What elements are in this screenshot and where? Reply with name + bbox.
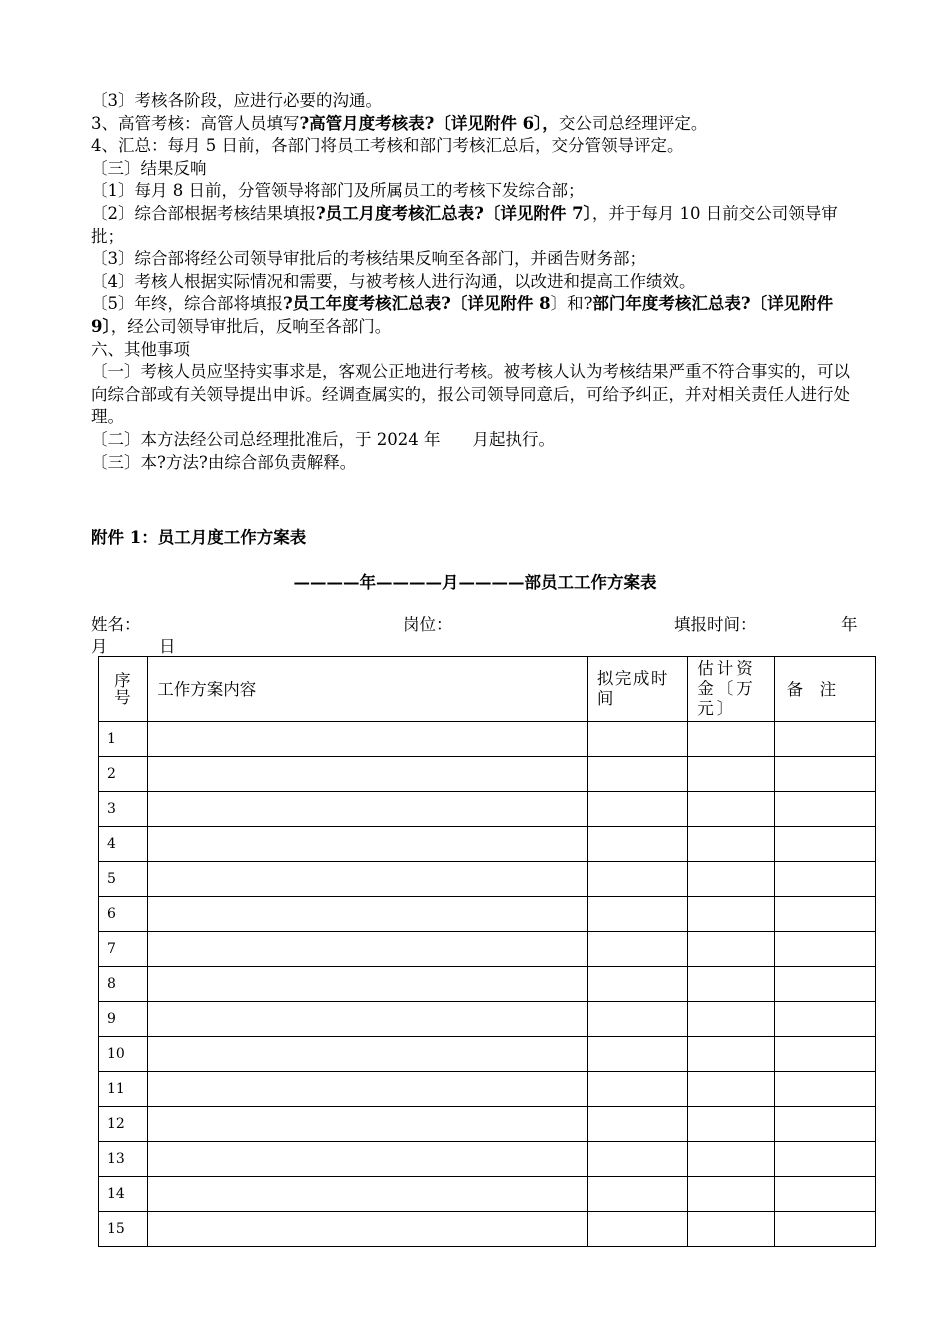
form-title: ————年————月————部员工工作方案表 bbox=[293, 573, 657, 592]
completion-time-cell[interactable] bbox=[587, 827, 687, 862]
completion-time-cell[interactable] bbox=[587, 1107, 687, 1142]
row-number: 13 bbox=[99, 1142, 148, 1177]
plan-content-cell[interactable] bbox=[148, 1072, 588, 1107]
note-cell[interactable] bbox=[774, 1107, 875, 1142]
body-text bbox=[91, 90, 863, 474]
note-cell[interactable] bbox=[774, 932, 875, 967]
text-run: 〔3〕考核各阶段，应进行必要的沟通。 bbox=[91, 91, 382, 110]
note-cell[interactable] bbox=[774, 897, 875, 932]
completion-time-cell[interactable] bbox=[587, 722, 687, 757]
date-label: 填报时间： bbox=[674, 615, 757, 634]
note-cell[interactable] bbox=[774, 722, 875, 757]
text-run: 〔二〕本方法经公司总经理批准后，于 2024 年 bbox=[91, 429, 441, 449]
note-cell[interactable] bbox=[774, 1212, 875, 1247]
plan-content-cell[interactable] bbox=[148, 1142, 588, 1177]
text-run: ，经公司领导审批后，反响至各部门。 bbox=[110, 316, 392, 336]
text-run: 〔2〕综合部根据考核结果填报 bbox=[91, 203, 316, 223]
plan-content-cell[interactable] bbox=[148, 1212, 588, 1247]
fund-cell[interactable] bbox=[688, 1037, 774, 1072]
work-plan-table bbox=[98, 656, 876, 1247]
name-label: 姓名： bbox=[91, 615, 141, 634]
table-row bbox=[99, 722, 876, 757]
day-label: 日 bbox=[159, 637, 176, 656]
bold-run: 部门年度考核汇总表?〔详见附件 9〕 bbox=[91, 294, 834, 336]
header-no: 序号 bbox=[99, 657, 148, 722]
form-meta bbox=[91, 614, 863, 658]
fund-cell[interactable] bbox=[688, 1107, 774, 1142]
attachment-heading: 附件 1：员工月度工作方案表 bbox=[91, 528, 307, 547]
bold-run: ?员工月度考核汇总表?〔详见附件 7〕 bbox=[316, 203, 592, 223]
text-run: 〕和? bbox=[550, 294, 593, 314]
plan-content-cell[interactable] bbox=[148, 1107, 588, 1142]
plan-content-cell[interactable] bbox=[148, 897, 588, 932]
row-number: 10 bbox=[99, 1037, 148, 1072]
table-row bbox=[99, 1107, 876, 1142]
row-number: 8 bbox=[99, 967, 148, 1002]
table-row bbox=[99, 757, 876, 792]
fund-cell[interactable] bbox=[688, 1212, 774, 1247]
plan-content-cell[interactable] bbox=[148, 827, 588, 862]
paragraph bbox=[91, 429, 863, 452]
row-number: 11 bbox=[99, 1072, 148, 1107]
paragraph bbox=[91, 271, 863, 294]
completion-time-cell[interactable] bbox=[587, 792, 687, 827]
text-run: 〔3〕综合部将经公司领导审批后的考核结果反响至各部门，并函告财务部； bbox=[91, 249, 646, 269]
table-row bbox=[99, 792, 876, 827]
table-row bbox=[99, 897, 876, 932]
table-row bbox=[99, 1177, 876, 1212]
note-cell[interactable] bbox=[774, 1142, 875, 1177]
plan-content-cell[interactable] bbox=[148, 1037, 588, 1072]
completion-time-cell[interactable] bbox=[587, 967, 687, 1002]
text-run: 3、高管考核：高管人员填写 bbox=[91, 113, 300, 133]
note-cell[interactable] bbox=[774, 827, 875, 862]
fund-cell[interactable] bbox=[688, 1072, 774, 1107]
note-cell[interactable] bbox=[774, 1177, 875, 1212]
header-content: 工作方案内容 bbox=[148, 657, 588, 722]
row-number: 12 bbox=[99, 1107, 148, 1142]
completion-time-cell[interactable] bbox=[587, 862, 687, 897]
text-run: 〔4〕考核人根据实际情况和需要，与被考核人进行沟通，以改进和提高工作绩效。 bbox=[91, 271, 696, 291]
bold-run: ?高管月度考核表?〔详见附件 6〕， bbox=[299, 113, 559, 133]
paragraph bbox=[91, 248, 863, 271]
table-row bbox=[99, 1072, 876, 1107]
row-number: 3 bbox=[99, 792, 148, 827]
completion-time-cell[interactable] bbox=[587, 1142, 687, 1177]
fund-cell[interactable] bbox=[688, 757, 774, 792]
month-label: 月 bbox=[91, 637, 108, 656]
note-cell[interactable] bbox=[774, 757, 875, 792]
note-cell[interactable] bbox=[774, 1037, 875, 1072]
text-run: 〔三〕结果反响 bbox=[91, 158, 207, 178]
plan-content-cell[interactable] bbox=[148, 1177, 588, 1212]
fund-cell[interactable] bbox=[688, 932, 774, 967]
row-number: 7 bbox=[99, 932, 148, 967]
text-run: 4、汇总：每月 5 日前，各部门将员工考核和部门考核汇总后，交分管领导评定。 bbox=[91, 136, 684, 156]
paragraph bbox=[91, 158, 863, 181]
bold-run: ?员工年度考核汇总表?〔详见附件 8 bbox=[283, 294, 551, 314]
row-number: 9 bbox=[99, 1002, 148, 1037]
text-run: ，并于每月 10 日前交公司领导审批； bbox=[91, 203, 838, 246]
paragraph bbox=[91, 113, 863, 136]
note-cell[interactable] bbox=[774, 862, 875, 897]
fund-cell[interactable] bbox=[688, 1142, 774, 1177]
paragraph bbox=[91, 293, 863, 338]
text-run: 六、其他事项 bbox=[91, 339, 190, 359]
table-row bbox=[99, 967, 876, 1002]
position-label: 岗位： bbox=[403, 615, 453, 634]
completion-time-cell[interactable] bbox=[587, 1037, 687, 1072]
fund-cell[interactable] bbox=[688, 792, 774, 827]
fund-cell[interactable] bbox=[688, 897, 774, 932]
row-number: 6 bbox=[99, 897, 148, 932]
row-number: 14 bbox=[99, 1177, 148, 1212]
header-time: 拟完成时间 bbox=[587, 657, 687, 722]
table-row bbox=[99, 827, 876, 862]
table-row bbox=[99, 932, 876, 967]
paragraph bbox=[91, 203, 863, 248]
note-cell[interactable] bbox=[774, 1002, 875, 1037]
table-header-row bbox=[99, 657, 876, 722]
plan-content-cell[interactable] bbox=[148, 722, 588, 757]
note-cell[interactable] bbox=[774, 967, 875, 1002]
plan-content-cell[interactable] bbox=[148, 757, 588, 792]
text-run: 〔1〕每月 8 日前，分管领导将部门及所属员工的考核下发综合部； bbox=[91, 181, 585, 201]
table-row bbox=[99, 1037, 876, 1072]
completion-time-cell[interactable] bbox=[587, 1177, 687, 1212]
row-number: 4 bbox=[99, 827, 148, 862]
paragraph bbox=[91, 90, 863, 113]
fund-cell[interactable] bbox=[688, 967, 774, 1002]
table-row bbox=[99, 1142, 876, 1177]
text-run: 交公司总经理评定。 bbox=[558, 113, 708, 133]
completion-time-cell[interactable] bbox=[587, 897, 687, 932]
paragraph bbox=[91, 135, 863, 158]
note-cell[interactable] bbox=[774, 792, 875, 827]
plan-content-cell[interactable] bbox=[148, 967, 588, 1002]
plan-content-cell[interactable] bbox=[148, 1002, 588, 1037]
note-cell[interactable] bbox=[774, 1072, 875, 1107]
paragraph bbox=[91, 180, 863, 203]
paragraph bbox=[91, 361, 863, 429]
header-note: 备 注 bbox=[774, 657, 875, 722]
header-fund: 估计资金〔万元〕 bbox=[688, 657, 774, 722]
text-run: 〔三〕本?方法?由综合部负责解释。 bbox=[91, 452, 357, 472]
completion-time-cell[interactable] bbox=[587, 1072, 687, 1107]
row-number: 5 bbox=[99, 862, 148, 897]
completion-time-cell[interactable] bbox=[587, 1212, 687, 1247]
fund-cell[interactable] bbox=[688, 827, 774, 862]
table-row bbox=[99, 862, 876, 897]
text-run: 〔5〕年终，综合部将填报 bbox=[91, 294, 283, 314]
fund-cell[interactable] bbox=[688, 722, 774, 757]
row-number: 15 bbox=[99, 1212, 148, 1247]
completion-time-cell[interactable] bbox=[587, 757, 687, 792]
table-row bbox=[99, 1212, 876, 1247]
text-run: 〔一〕考核人员应坚持实事求是，客观公正地进行考核。被考核人认为考核结果严重不符合事实的，可以向综合部或有关领导提出申诉。经调查属实的，报公司领导同意后，可给予纠正，并对相关责任人进行处理。 bbox=[91, 362, 850, 427]
plan-content-cell[interactable] bbox=[148, 862, 588, 897]
row-number: 1 bbox=[99, 722, 148, 757]
year-label: 年 bbox=[841, 615, 858, 634]
row-number: 2 bbox=[99, 757, 148, 792]
completion-time-cell[interactable] bbox=[587, 1002, 687, 1037]
plan-content-cell[interactable] bbox=[148, 792, 588, 827]
fund-cell[interactable] bbox=[688, 1177, 774, 1212]
table-row bbox=[99, 1002, 876, 1037]
text-run: 月起执行。 bbox=[472, 429, 555, 449]
fund-cell[interactable] bbox=[688, 862, 774, 897]
plan-content-cell[interactable] bbox=[148, 932, 588, 967]
paragraph bbox=[91, 452, 863, 475]
paragraph bbox=[91, 339, 863, 362]
fund-cell[interactable] bbox=[688, 1002, 774, 1037]
completion-time-cell[interactable] bbox=[587, 932, 687, 967]
